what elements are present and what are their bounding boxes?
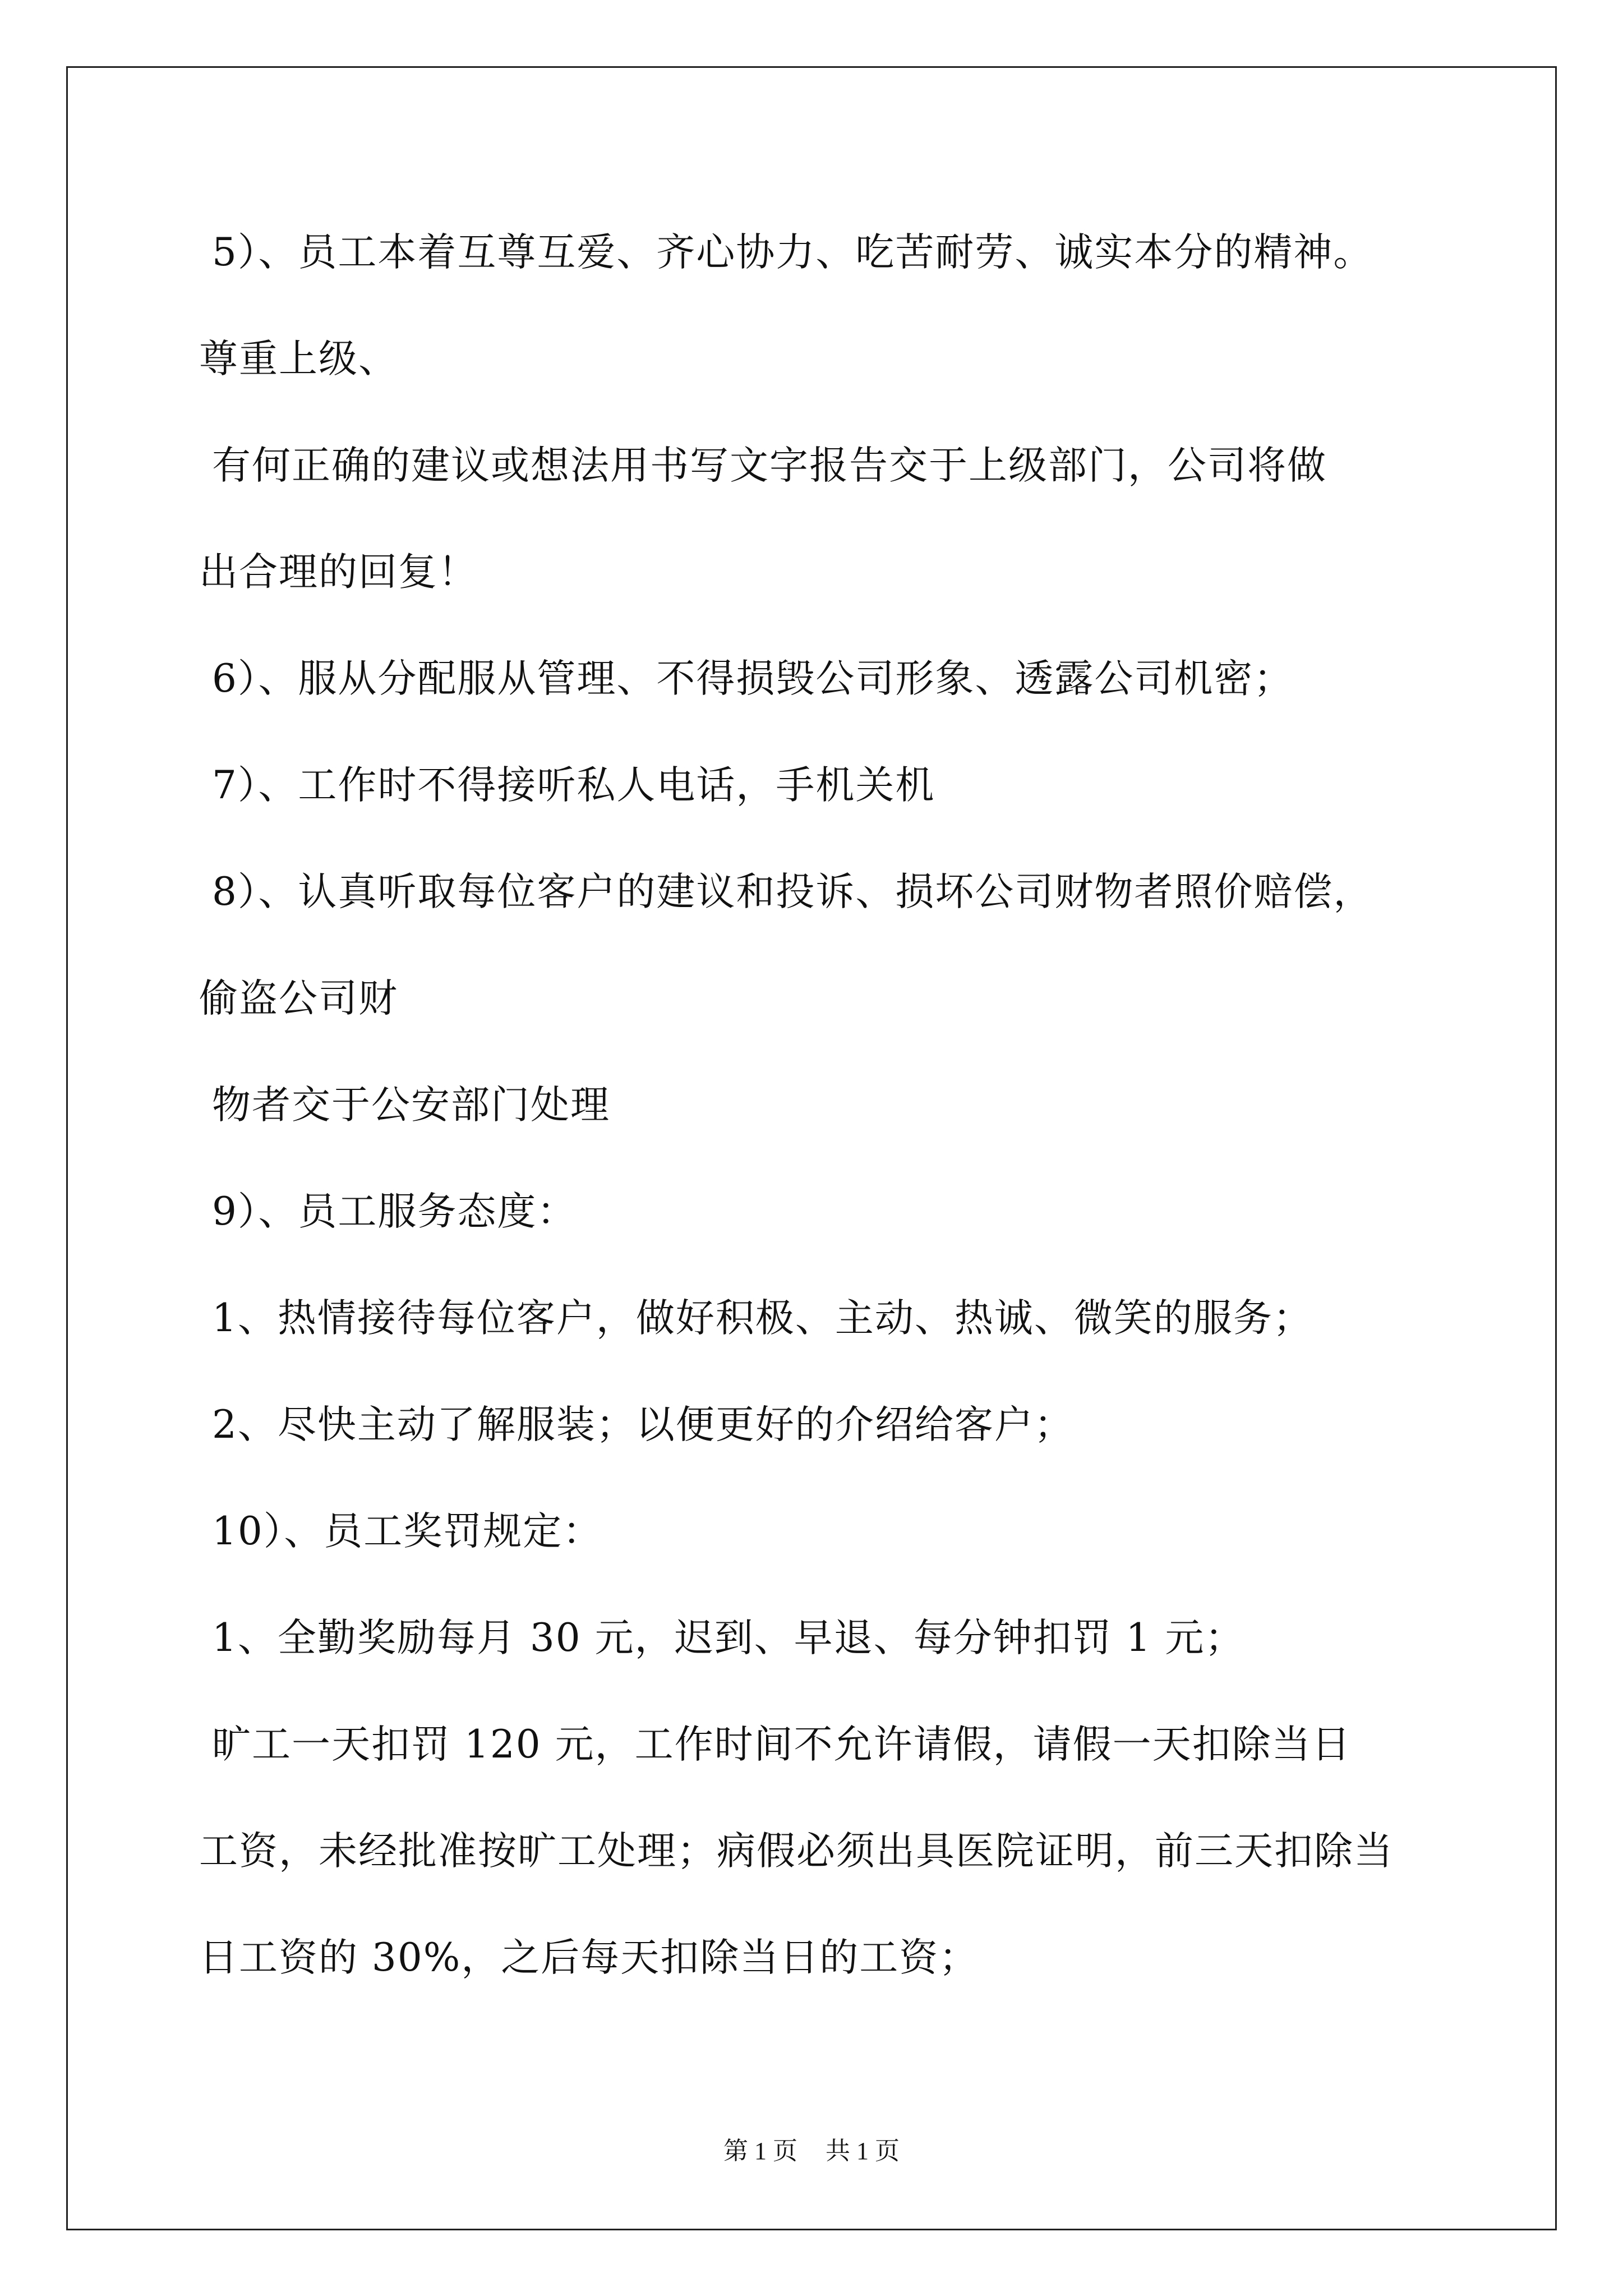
paragraph-line: 工资，未经批准按旷工处理；病假必须出具医院证明，前三天扣除当 [199,1829,1394,1874]
paragraph-line: 1、全勤奖励每月 30 元，迟到、早退、每分钟扣罚 1 元； [212,1616,1245,1660]
paragraph-line: 偷盗公司财 [199,976,398,1021]
paragraph-line: 尊重上级、 [199,337,398,381]
paragraph-line: 9）、员工服务态度： [212,1189,577,1234]
paragraph-line: 8）、认真听取每位客户的建议和投诉、损坏公司财物者照价赔偿， [212,869,1373,914]
paragraph-line: 10）、员工奖罚规定： [212,1509,603,1554]
paragraph-line: 6）、服从分配服从管理、不得损毁公司形象、透露公司机密； [212,656,1294,701]
paragraph-line: 物者交于公安部门处理 [212,1083,610,1128]
paragraph-line: 旷工一天扣罚 120 元，工作时间不允许请假，请假一天扣除当日 [212,1722,1352,1767]
paragraph-line: 1、热情接待每位客户，做好积极、主动、热诚、微笑的服务； [212,1296,1313,1341]
paragraph-line: 日工资的 30%，之后每天扣除当日的工资； [199,1935,979,1980]
paragraph-line: 2、尽快主动了解服装；以便更好的介绍给客户； [212,1402,1074,1447]
page-footer [0,2134,1623,2168]
paragraph-line: 5）、员工本着互尊互爱、齐心协力、吃苦耐劳、诚实本分的精神。 [212,230,1373,275]
paragraph-line: 7）、工作时不得接听私人电话，手机关机 [212,763,935,808]
paragraph-line: 出合理的回复！ [199,550,478,595]
page-total: 共 1 页 [826,2137,900,2165]
paragraph-line: 有何正确的建议或想法用书写文字报告交于上级部门，公司将做 [212,443,1327,488]
page-border [66,66,1557,2230]
page-number: 第 1 页 [723,2137,797,2165]
